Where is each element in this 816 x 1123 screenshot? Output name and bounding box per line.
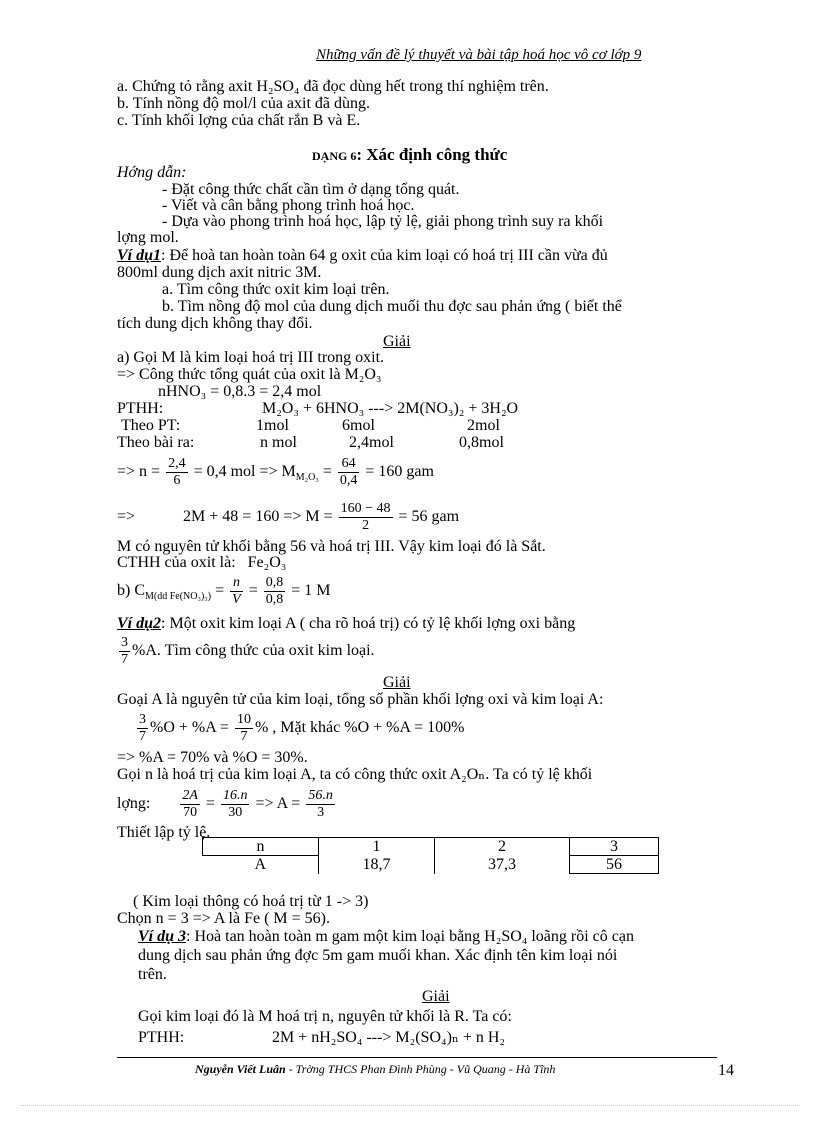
text-line: Hớng dẫn: (117, 164, 187, 181)
numerator: 3 (121, 634, 128, 650)
table-cell: A (203, 856, 319, 874)
page-number: 14 (718, 1062, 734, 1079)
text-line: nHNO₃ = 0,8.3 = 2,4 mol (158, 383, 322, 400)
solution-heading: Giải (383, 674, 411, 691)
text-line: a. Chứng tỏ rằng axit H₂SO₄ đã đọc dùng hết trong thí nghiệm trên. (117, 78, 549, 95)
ratio-table (202, 837, 659, 874)
page-bottom-dots (20, 1105, 800, 1106)
text-line: PTHH: (117, 400, 164, 417)
text-line: 800ml dung dịch axit nitric 3M. (117, 264, 322, 281)
numerator: 16.n (222, 787, 248, 803)
example-label: Ví dụ2 (117, 615, 162, 632)
text-line: - Dựa vào phong trình hoá học, lập tỷ lệ, giải phong trình suy ra khối (162, 213, 604, 230)
text: = (248, 582, 258, 599)
numerator: 10 (236, 711, 251, 727)
formula-line (117, 632, 375, 670)
text-line: => %A = 70% và %O = 30%. (117, 749, 308, 766)
fraction (339, 501, 393, 534)
formula-line (135, 709, 465, 747)
heading-label: DẠNG 6 (312, 149, 357, 163)
text-line: - Đặt công thức chất cần tìm ở dạng tổng quát. (162, 181, 460, 198)
solution-heading: Giải (422, 988, 450, 1005)
denominator: 7 (121, 651, 128, 667)
table-cell: 18,7 (319, 856, 435, 874)
denominator: V (232, 591, 241, 607)
text: => (117, 508, 136, 525)
formula-line (117, 785, 337, 823)
text: = 0,4 mol => M (193, 463, 296, 480)
text-line: Theo PT: (121, 417, 181, 434)
table-cell: 1 (319, 838, 435, 856)
text: % , Mặt khác %O + %A = 100% (254, 719, 465, 736)
solution-heading: Giải (383, 333, 411, 350)
text: = 160 gam (365, 463, 434, 480)
table-row (203, 856, 659, 874)
text-line: b. Tính nồng độ mol/l của axit đã dùng. (117, 95, 371, 112)
text-line (117, 554, 286, 572)
numerator: 56.n (308, 787, 333, 803)
table-cell: 3 (570, 838, 659, 856)
text-line: dung dịch sau phản ứng đợc 5m gam muối khan. Xác định tên kim loại nói (138, 947, 618, 964)
numerator: 3 (139, 711, 146, 727)
denominator: 0,4 (339, 472, 358, 488)
text-line: Gọi kim loại đó là M hoá trị n, nguyên tử khối là R. Ta có: (138, 1008, 512, 1025)
text-line: Theo bài ra: (117, 434, 195, 451)
denominator: 6 (173, 472, 181, 488)
text: = (318, 463, 332, 480)
example-label: Ví dụ1 (117, 247, 162, 264)
text: 2M + 48 = 160 => M = (183, 508, 333, 525)
subscript: M₂O₃ (295, 472, 319, 484)
text: = (205, 795, 215, 812)
fraction (119, 635, 130, 668)
numerator: 0,8 (265, 574, 284, 590)
numerator: 160 − 48 (340, 500, 391, 516)
text-line: ( Kim loại thông có hoá trị từ 1 -> 3) (133, 893, 369, 910)
denominator: 70 (183, 804, 198, 820)
text-line: 6mol (342, 417, 375, 434)
formula-line (117, 452, 434, 498)
denominator: 2 (362, 517, 370, 533)
text-line: Goại A là nguyên tử của kim loại, tổng số phần khối lợng oxi và kim loại A: (117, 691, 604, 708)
table-cell: 56 (570, 856, 659, 874)
text-line: - Viết và cân bằng phong trình hoá học. (162, 197, 415, 214)
denominator: 7 (240, 728, 248, 744)
text-line: a) Gọi M là kim loại hoá trị III trong oxit. (117, 349, 385, 366)
fraction (264, 575, 286, 608)
numerator: 2A (182, 787, 198, 803)
text-line: 2mol (467, 417, 500, 434)
example-text: : Để hoà tan hoàn toàn 64 g oxit của kim loại có hoá trị III cần vừa đủ (161, 247, 608, 264)
text: %A. Tìm công thức của oxit kim loại. (132, 642, 375, 659)
numerator: 2,4 (168, 455, 186, 471)
example-text: : Hoà tan hoàn toàn m gam một kim loại bằng H₂SO₄ loãng rồi cô cạn (186, 928, 634, 945)
text-line: 0,8mol (459, 434, 504, 451)
table-row (203, 838, 659, 856)
formula: Fe₂O₃ (247, 554, 287, 571)
example-line (117, 247, 608, 265)
equation: 2M + nH₂SO₄ ---> M₂(SO₄)ₙ + n H₂ (272, 1029, 505, 1046)
text-line: n mol (260, 434, 297, 451)
text-line: M có nguyên tử khối bằng 56 và hoá trị III. Vậy kim loại đó là Sắt. (117, 538, 546, 555)
denominator: 30 (228, 804, 243, 820)
equation: M₂O₃ + 6HNO₃ ---> 2M(NO₃)₂ + 3H₂O (262, 400, 519, 417)
text: %O + %A = (150, 719, 229, 736)
denominator: 7 (139, 728, 146, 744)
text-line: Chọn n = 3 => A là Fe ( M = 56). (117, 910, 330, 927)
example-line (138, 928, 634, 946)
numerator: n (230, 575, 243, 592)
formula-line (117, 497, 459, 537)
footer-rule (117, 1057, 717, 1058)
fraction (180, 788, 200, 821)
text-line: lợng mol. (117, 229, 179, 246)
text-line: a. Tìm công thức oxit kim loại trên. (162, 281, 390, 298)
page-header: Những vấn đề lý thuyết và bài tập hoá học vô cơ lớp 9 (316, 47, 642, 63)
subscript: M(dd Fe(NO₃)₃) (145, 591, 212, 603)
section-heading (312, 146, 507, 165)
heading-title: : Xác định công thức (356, 145, 508, 164)
text-line: 1mol (256, 417, 289, 434)
fraction (137, 712, 148, 745)
text-line: c. Tính khối lợng của chất rắn B và E. (117, 112, 361, 129)
denominator: 0,8 (265, 591, 284, 607)
fraction (166, 456, 188, 489)
text-line: trên. (138, 966, 167, 983)
text: => A = (255, 795, 301, 812)
fraction (221, 788, 250, 821)
text-line: Gọi n là hoá trị của kim loại A, ta có công thức oxit A₂Oₙ. Ta có tỷ lệ khối (117, 766, 593, 783)
text: b) C (117, 582, 145, 599)
text: = 1 M (291, 582, 331, 599)
example-label: Ví dụ 3 (138, 928, 187, 945)
text-line: 2,4mol (349, 434, 394, 451)
text-line: tích dung dịch không thay đổi. (117, 315, 313, 332)
footer-school: - Trờng THCS Phan Đình Phùng - Vũ Quang - Hà Tĩnh (285, 1062, 556, 1076)
text-line: b. Tìm nồng độ mol của dung dịch muối thu đợc sau phản ứng ( biết thể (162, 298, 622, 315)
text-line: PTHH: (138, 1029, 185, 1046)
footer-author: Nguyễn Viết Luân (195, 1062, 286, 1076)
text: CTHH của oxit là: (117, 554, 236, 571)
text: lợng: (117, 795, 151, 812)
text: = 56 gam (398, 508, 460, 525)
fraction (230, 575, 243, 608)
fraction (306, 788, 335, 821)
fraction (235, 712, 253, 745)
denominator: 3 (317, 804, 325, 820)
numerator: 64 (338, 456, 360, 473)
text-line: Thiết lập tỷ lệ. (117, 824, 211, 841)
table-cell: 2 (435, 838, 570, 856)
fraction (338, 456, 360, 489)
text: = (211, 582, 225, 599)
text-line: => Công thức tổng quát của oxit là M₂O₃ (117, 366, 382, 383)
text: => n = (117, 463, 161, 480)
formula-line (117, 571, 331, 617)
table-cell: n (203, 838, 319, 856)
footer-text (195, 1062, 555, 1077)
example-line (117, 615, 575, 633)
example-text: : Một oxit kim loại A ( cha rõ hoá trị) có tỷ lệ khối lợng oxi bằng (161, 615, 576, 632)
table-cell: 37,3 (435, 856, 570, 874)
